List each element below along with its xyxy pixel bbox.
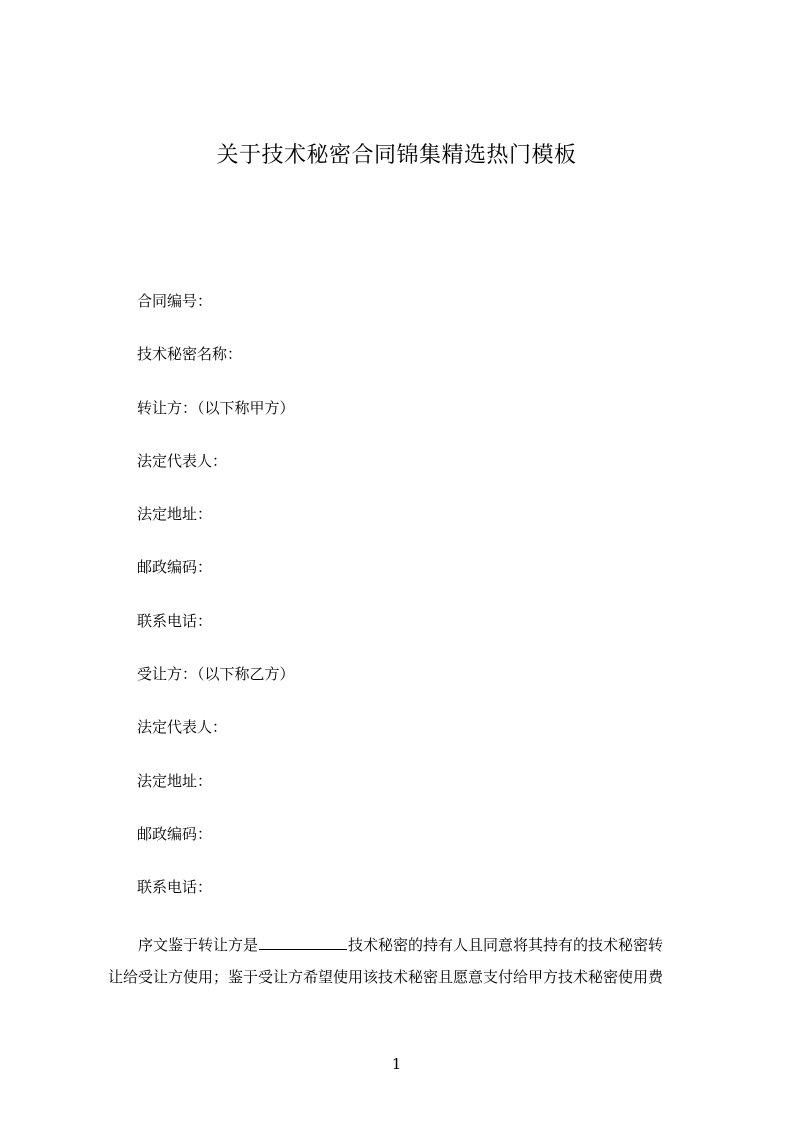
party-info-fields	[137, 290, 697, 930]
transferor-phone-label: 联系电话：	[137, 611, 213, 630]
transferee-legal-representative-label: 法定代表人：	[137, 718, 228, 737]
transferor-legal-address-label: 法定地址：	[137, 505, 213, 524]
transferee-postal-code-label: 邮政编码：	[137, 824, 213, 843]
transferor-label: 转让方：（以下称甲方）	[137, 398, 295, 417]
preamble-text-before-blank: 序文鉴于转让方是	[138, 936, 259, 954]
transferee-phone-label: 联系电话：	[137, 878, 213, 897]
technical-secret-name-label: 技术秘密名称：	[137, 345, 243, 364]
page-number: 1	[391, 1055, 402, 1073]
transferor-postal-code-label: 邮政编码：	[137, 558, 213, 577]
document-title: 关于技术秘密合同锦集精选热门模板	[216, 143, 577, 168]
fill-in-blank	[259, 935, 347, 950]
transferee-legal-address-label: 法定地址：	[137, 771, 213, 790]
preamble-line-1	[108, 929, 698, 961]
contract-number-label: 合同编号：	[137, 292, 213, 310]
preamble-line-2: 让给受让方使用；鉴于受让方希望使用该技术秘密且愿意支付给甲方技术秘密使用费	[108, 968, 664, 986]
transferor-legal-representative-label: 法定代表人：	[137, 451, 228, 470]
preamble-paragraph	[108, 929, 698, 993]
preamble-text-after-blank: 技术秘密的持有人且同意将其持有的技术秘密转	[348, 936, 664, 954]
transferee-label: 受让方：（以下称乙方）	[137, 665, 295, 684]
